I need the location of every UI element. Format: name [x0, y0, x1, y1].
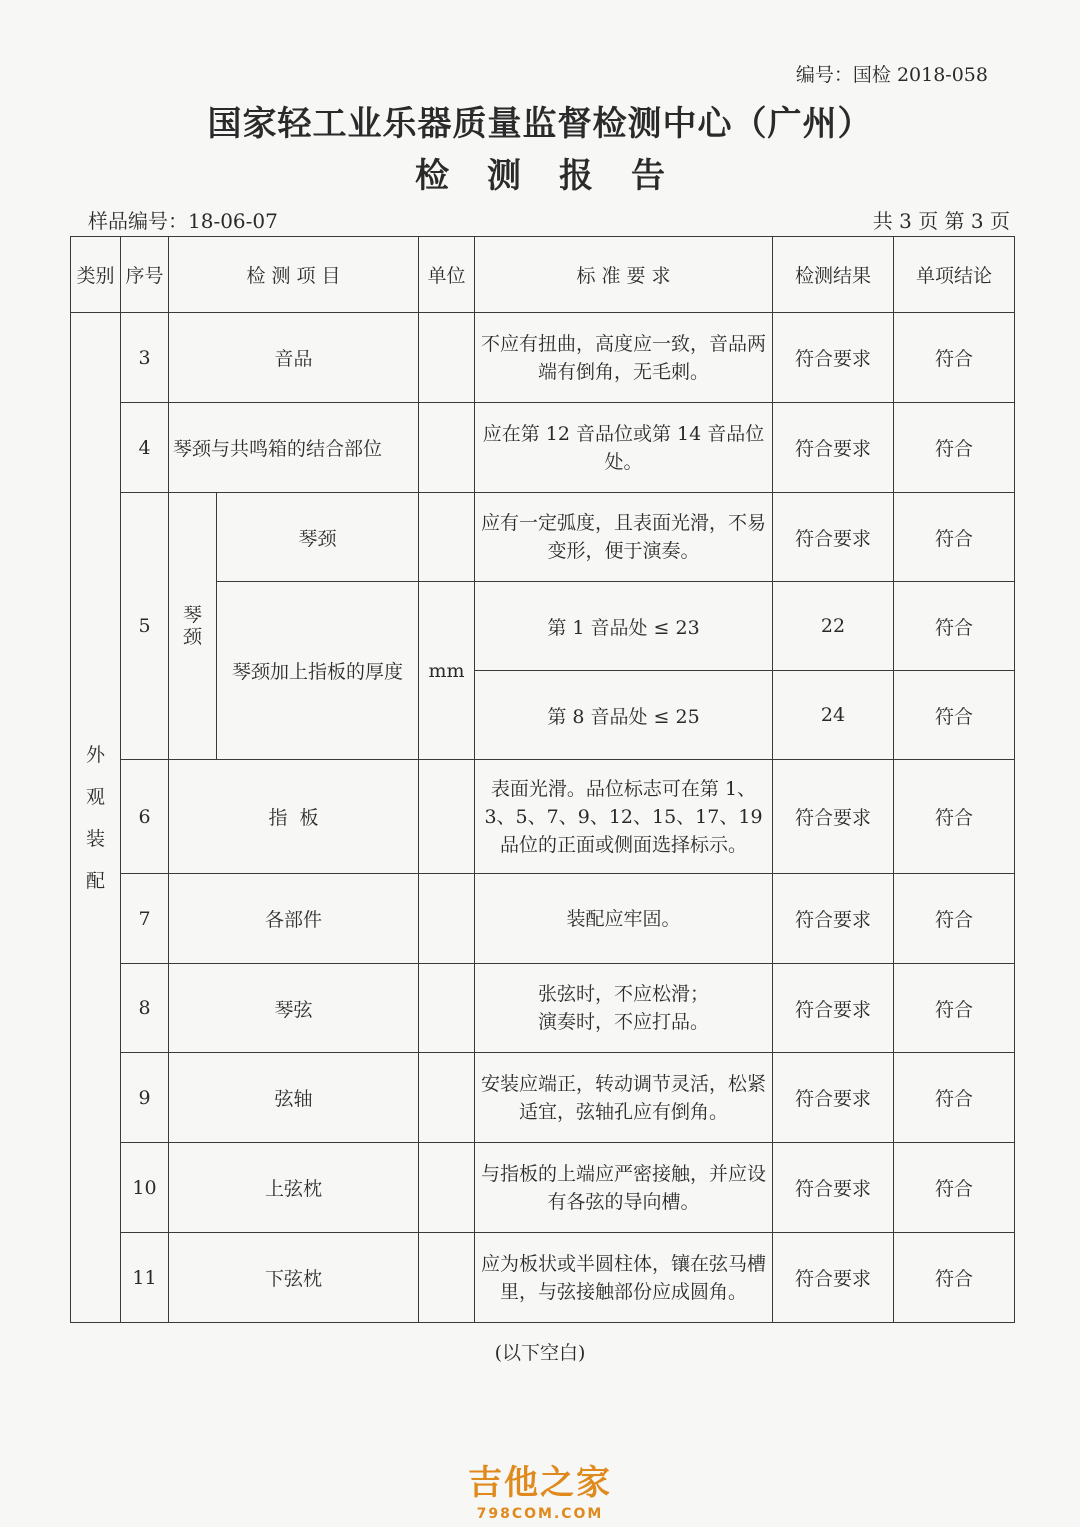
row-requirement: 应有一定弧度，且表面光滑，不易变形，便于演奏。	[475, 493, 773, 582]
row-item: 琴颈	[217, 493, 419, 582]
row-verdict: 符合	[894, 760, 1015, 874]
category-cell: 外观装配	[71, 313, 121, 1323]
header-requirement: 标 准 要 求	[475, 237, 773, 313]
table-row	[71, 964, 1015, 1053]
header-category: 类别	[71, 237, 121, 313]
requirement-line: 演奏时，不应打品。	[537, 1011, 709, 1033]
row-requirement	[475, 964, 773, 1053]
row-verdict: 符合	[894, 874, 1015, 964]
row-item: 上弦枕	[169, 1143, 419, 1233]
watermark-logo-text: 吉他之家	[468, 1463, 612, 1503]
organization-title: 国家轻工业乐器质量监督检测中心（广州）	[207, 104, 873, 144]
row-result: 符合要求	[773, 1233, 894, 1323]
row-result: 符合要求	[773, 1143, 894, 1233]
row-result: 符合要求	[773, 964, 894, 1053]
row-result: 符合要求	[773, 313, 894, 403]
row-number: 9	[121, 1053, 169, 1143]
header-number: 序号	[121, 237, 169, 313]
inspection-table	[70, 236, 1015, 1323]
table-row	[71, 760, 1015, 874]
sample-number: 样品编号：18-06-07	[88, 209, 278, 233]
row-unit: mm	[419, 582, 475, 760]
report-number: 编号：国检 2018-058	[795, 64, 988, 86]
row-verdict: 符合	[894, 671, 1015, 760]
row-number: 5	[121, 493, 169, 760]
row-result: 22	[773, 582, 894, 671]
blank-below-note: (以下空白)	[494, 1342, 586, 1364]
row-result: 符合要求	[773, 403, 894, 493]
row-number: 10	[121, 1143, 169, 1233]
table-row	[71, 874, 1015, 964]
row-verdict: 符合	[894, 582, 1015, 671]
row-unit	[419, 760, 475, 874]
row-unit	[419, 493, 475, 582]
row-unit	[419, 964, 475, 1053]
row-item: 琴颈与共鸣箱的结合部位	[169, 403, 419, 493]
row-number: 11	[121, 1233, 169, 1323]
row-unit	[419, 1233, 475, 1323]
row-item: 琴颈加上指板的厚度	[217, 582, 419, 760]
row-item: 弦轴	[169, 1053, 419, 1143]
row-requirement: 表面光滑。品位标志可在第 1、3、5、7、9、12、15、17、19 品位的正面或侧面选择标示。	[475, 760, 773, 874]
header-verdict: 单项结论	[894, 237, 1015, 313]
row-requirement: 应在第 12 音品位或第 14 音品位处。	[475, 403, 773, 493]
header-unit: 单位	[419, 237, 475, 313]
header-item: 检 测 项 目	[169, 237, 419, 313]
table-row	[71, 1233, 1015, 1323]
row-requirement: 第 8 音品处 ≤ 25	[475, 671, 773, 760]
row-requirement: 应为板状或半圆柱体，镶在弦马槽里，与弦接触部份应成圆角。	[475, 1233, 773, 1323]
row-verdict: 符合	[894, 1053, 1015, 1143]
row-unit	[419, 1053, 475, 1143]
row-verdict: 符合	[894, 403, 1015, 493]
row-item: 指 板	[169, 760, 419, 874]
row-result: 24	[773, 671, 894, 760]
row-unit	[419, 313, 475, 403]
row-requirement: 不应有扭曲，高度应一致，音品两端有倒角，无毛刺。	[475, 313, 773, 403]
row-item: 下弦枕	[169, 1233, 419, 1323]
subcategory-cell: 琴颈	[169, 493, 217, 760]
row-verdict: 符合	[894, 964, 1015, 1053]
row-number: 6	[121, 760, 169, 874]
table-row	[71, 493, 1015, 582]
requirement-line: 张弦时，不应松滑；	[537, 983, 709, 1005]
row-verdict: 符合	[894, 1143, 1015, 1233]
row-unit	[419, 874, 475, 964]
watermark-domain: 798COM.COM	[476, 1506, 604, 1522]
row-verdict: 符合	[894, 313, 1015, 403]
row-result: 符合要求	[773, 760, 894, 874]
row-requirement: 安装应端正，转动调节灵活，松紧适宜，弦轴孔应有倒角。	[475, 1053, 773, 1143]
row-verdict: 符合	[894, 493, 1015, 582]
table-row	[71, 1053, 1015, 1143]
row-number: 3	[121, 313, 169, 403]
table-row	[71, 1143, 1015, 1233]
row-number: 7	[121, 874, 169, 964]
row-result: 符合要求	[773, 1053, 894, 1143]
row-requirement: 第 1 音品处 ≤ 23	[475, 582, 773, 671]
page-info: 共 3 页 第 3 页	[872, 209, 1010, 233]
row-item: 音品	[169, 313, 419, 403]
row-requirement: 与指板的上端应严密接触，并应设有各弦的导向槽。	[475, 1143, 773, 1233]
site-watermark	[0, 1455, 1080, 1522]
row-unit	[419, 1143, 475, 1233]
row-number: 4	[121, 403, 169, 493]
row-result: 符合要求	[773, 493, 894, 582]
header-result: 检测结果	[773, 237, 894, 313]
row-unit	[419, 403, 475, 493]
table-row	[71, 403, 1015, 493]
row-number: 8	[121, 964, 169, 1053]
row-requirement: 装配应牢固。	[475, 874, 773, 964]
row-verdict: 符合	[894, 1233, 1015, 1323]
table-header-row	[71, 237, 1015, 313]
table-row	[71, 313, 1015, 403]
row-result: 符合要求	[773, 874, 894, 964]
row-item: 各部件	[169, 874, 419, 964]
row-item: 琴弦	[169, 964, 419, 1053]
document-title: 检测报告	[415, 156, 703, 196]
